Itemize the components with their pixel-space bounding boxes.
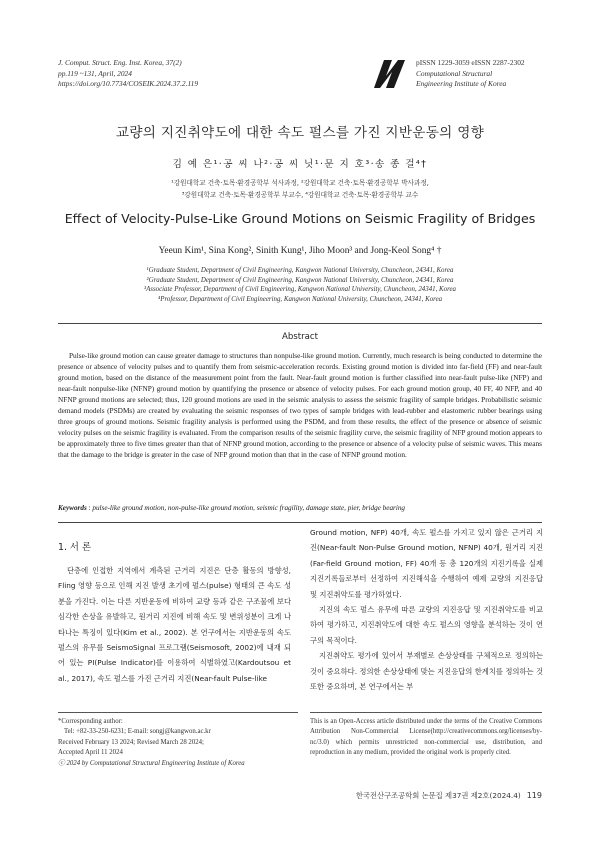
authors-korean: 김 예 은¹·공 씨 나²·공 씨 닛¹·문 지 호³·송 종 걸⁴† — [172, 159, 428, 170]
journal-logo-icon — [372, 58, 406, 90]
paragraph: 단층에 인접한 지역에서 계측된 근거리 지진은 단층 활동의 방향성, Fling 영향 등으로 인해 지진 발생 초기에 펄스(pulse) 형태의 큰 속도 성분을 가진다. 이는 다른 지반운동에 비하여 교량 등과 같은 구조물에 보다 심각한 손상을 유발하고, 원거리 지진에 비해 속도 및 변위성분이 크게 나타나는 특징이 있다(Kim et al., 2002). 본 연구에서는 지반운동의 속도 펄스의 유무를 SeismoSignal 프로그램(Seismosoft, 2002)에 내재 되어 있는 PI(Pulse Indicator)를 이용하여 식별하였고(Kardoutsou et al., 2017), 속도 펄스를 가진 근거리 지진(Near-fault Pulse-like — [58, 566, 291, 683]
footer-journal-name: 한국전산구조공학회 논문집 제37권 제2호(2024.4) — [355, 791, 521, 800]
citation-line: J. Comput. Struct. Eng. Inst. Korea, 37(2) — [58, 58, 182, 67]
authors-english: Yeeun Kim¹, Sina Kong², Sinith Kung¹, Jiho Moon³ and Jong-Keol Song⁴ † — [158, 246, 442, 256]
affiliation-ko-line: ¹강원대학교 건축·토목·환경공학부 석사과정, ²강원대학교 건축·토목·환경공학부 박사과정, — [171, 179, 429, 187]
abstract-heading: Abstract — [281, 332, 319, 342]
footnote-line: Tel: +82-33-250-6231; E-mail: songj@kangwon.ac.kr — [64, 728, 211, 736]
affiliation-en-line: ³Associate Professor, Department of Civil Engineering, Kangwon National University, Chuncheon, 24341, Korea — [144, 286, 456, 294]
title-english: Effect of Velocity-Pulse-Like Ground Motions on Seismic Fragility of Bridges — [64, 211, 536, 226]
body-column-right — [310, 525, 543, 694]
keywords-label: Keywords — [58, 504, 87, 512]
keywords-list: pulse-like ground motion, non-pulse-like ground motion, seismic fragility, damage state, pier, bridge bearing — [92, 504, 406, 512]
footnote-line: ⓒ 2024 by Computational Structural Engineering Institute of Korea — [58, 759, 245, 767]
affiliation-ko-line: ³강원대학교 건축·토목·환경공학부 부교수, ⁴강원대학교 건축·토목·환경공학부 교수 — [181, 190, 419, 199]
affiliations-korean — [0, 178, 600, 201]
affiliation-en-line: ⁴Professor, Department of Civil Engineering, Kangwon National University, Chuncheon, 24341, Korea — [157, 296, 443, 304]
affiliation-en-line: ¹Graduate Student, Department of Civil Engineering, Kangwon National University, Chuncheon, 24341, Korea — [146, 267, 454, 274]
abstract-text: Pulse-like ground motion can cause greater damage to structures than nonpulse-like ground motion. Currently, much research is being conducted to determine the presence or absence of velocity pulses and to quantify them from seismic-acceleration records. Existing ground motion is divided into far-field (FF) and near-fault ground motion, based on the distance of the measurement point from the fault. Near-fault ground motion is further classified into near-fault pulse-like (NFP) and near-fault nonpulse-like (NFNP) ground motion by quantifying the presence or absence of velocity pulses. For each ground motion group, 40 FF, 40 NFP, and 40 NFNP ground motions are selected; thus, 120 ground motions are used in the seismic analysis to assess the seismic fragility of sample bridges. Probabilistic seismic demand models (PSDMs) are created by evaluating the seismic responses of two types of sample bridges with lead-rubber and elastomeric rubber bearings using three groups of ground motions. Seismic fragility analysis is performed using the PSDM, and from these results, the effect of the presence or absence of seismic velocity pulses on the seismic fragility is evaluated. From the comparison results of the seismic fragility curve, the seismic fragility of NFP ground motion appears to be approximately three to five times greater than that of NFNP ground motion, according to the presence or absence of a velocity pulse of seismic waves. This means that the damage to the bridge is greater in the case of NFP ground motion than that in the case of NFNP ground motion. — [58, 351, 542, 460]
journal-citation — [58, 58, 198, 90]
journal-name-line-1: Computational Structural — [416, 68, 493, 78]
page-footer — [356, 791, 542, 801]
issn-line: pISSN 1229-3059 eISSN 2287-2302 — [416, 58, 525, 67]
paragraph: 지진의 속도 펄스 유무에 따른 교량의 지진응답 및 지진취약도를 비교하여 평가하고, 지진취약도에 대한 속도 펄스의 영향을 분석하는 것이 연구의 목적이다. — [310, 605, 543, 645]
title-korean: 교량의 지진취약도에 대한 속도 펄스를 가진 지반운동의 영향 — [115, 125, 485, 141]
paragraph: 지진취약도 평가에 있어서 부재별로 손상상태를 구체적으로 정의하는 것이 중요하다. 정의한 손상상태에 맞는 지진응답의 한계치를 정의하는 것 또한 중요하며, 본 연구에서는 부 — [310, 651, 543, 692]
abstract-bottom-rule — [58, 522, 542, 523]
pages-line: pp.119 ~131, April, 2024 — [58, 68, 132, 78]
paragraph: Ground motion, NFP) 40개, 속도 펄스를 가지고 있지 않은 근거리 지진(Near-fault Non-Pulse Ground motion, NFNP) 40개, 원거리 지진(Far-field Ground motion, FF) 40개 등 총 120개의 지진기록을 실제 지진기록들로부터 선정하여 지진해석을 수행하여 예제 교량의 지진응답 및 지진취약도를 평가하였다. — [310, 528, 543, 599]
keywords-separator: : — [86, 504, 93, 512]
affiliation-en-line: ²Graduate Student, Department of Civil Engineering, Kangwon National University, Chuncheon, 24341, Korea — [146, 276, 454, 284]
page-number: 119 — [526, 791, 542, 800]
affiliations-english — [0, 266, 600, 305]
license-text: This is an Open-Access article distributed under the terms of the Creative Commons Attribution Non-Commercial License(http://creativecommons.org/licenses/by-nc/3.0) which permits unrestricted non-commercial use, distribution, and reproduction in any medium, provided the original work is properly cited. — [310, 718, 542, 757]
section-heading: 1. 서 론 — [58, 542, 92, 553]
license-rule — [310, 712, 542, 713]
doi-link[interactable]: https://doi.org/10.7734/COSEIK.2024.37.2.119 — [58, 79, 199, 88]
abstract-top-rule — [58, 323, 542, 324]
footnote-block — [58, 717, 298, 769]
footnote-line: Received February 13 2024; Revised March 28 2024; — [58, 738, 204, 746]
footnote-line: Accepted April 11 2024 — [58, 749, 123, 757]
body-column-left — [58, 563, 291, 686]
footnote-rule — [58, 712, 298, 713]
footnote-line: *Corresponding author: — [58, 718, 123, 725]
journal-issn-block — [416, 58, 525, 90]
journal-name-line-2: Engineering Institute of Korea — [416, 79, 507, 88]
keywords — [58, 504, 542, 512]
